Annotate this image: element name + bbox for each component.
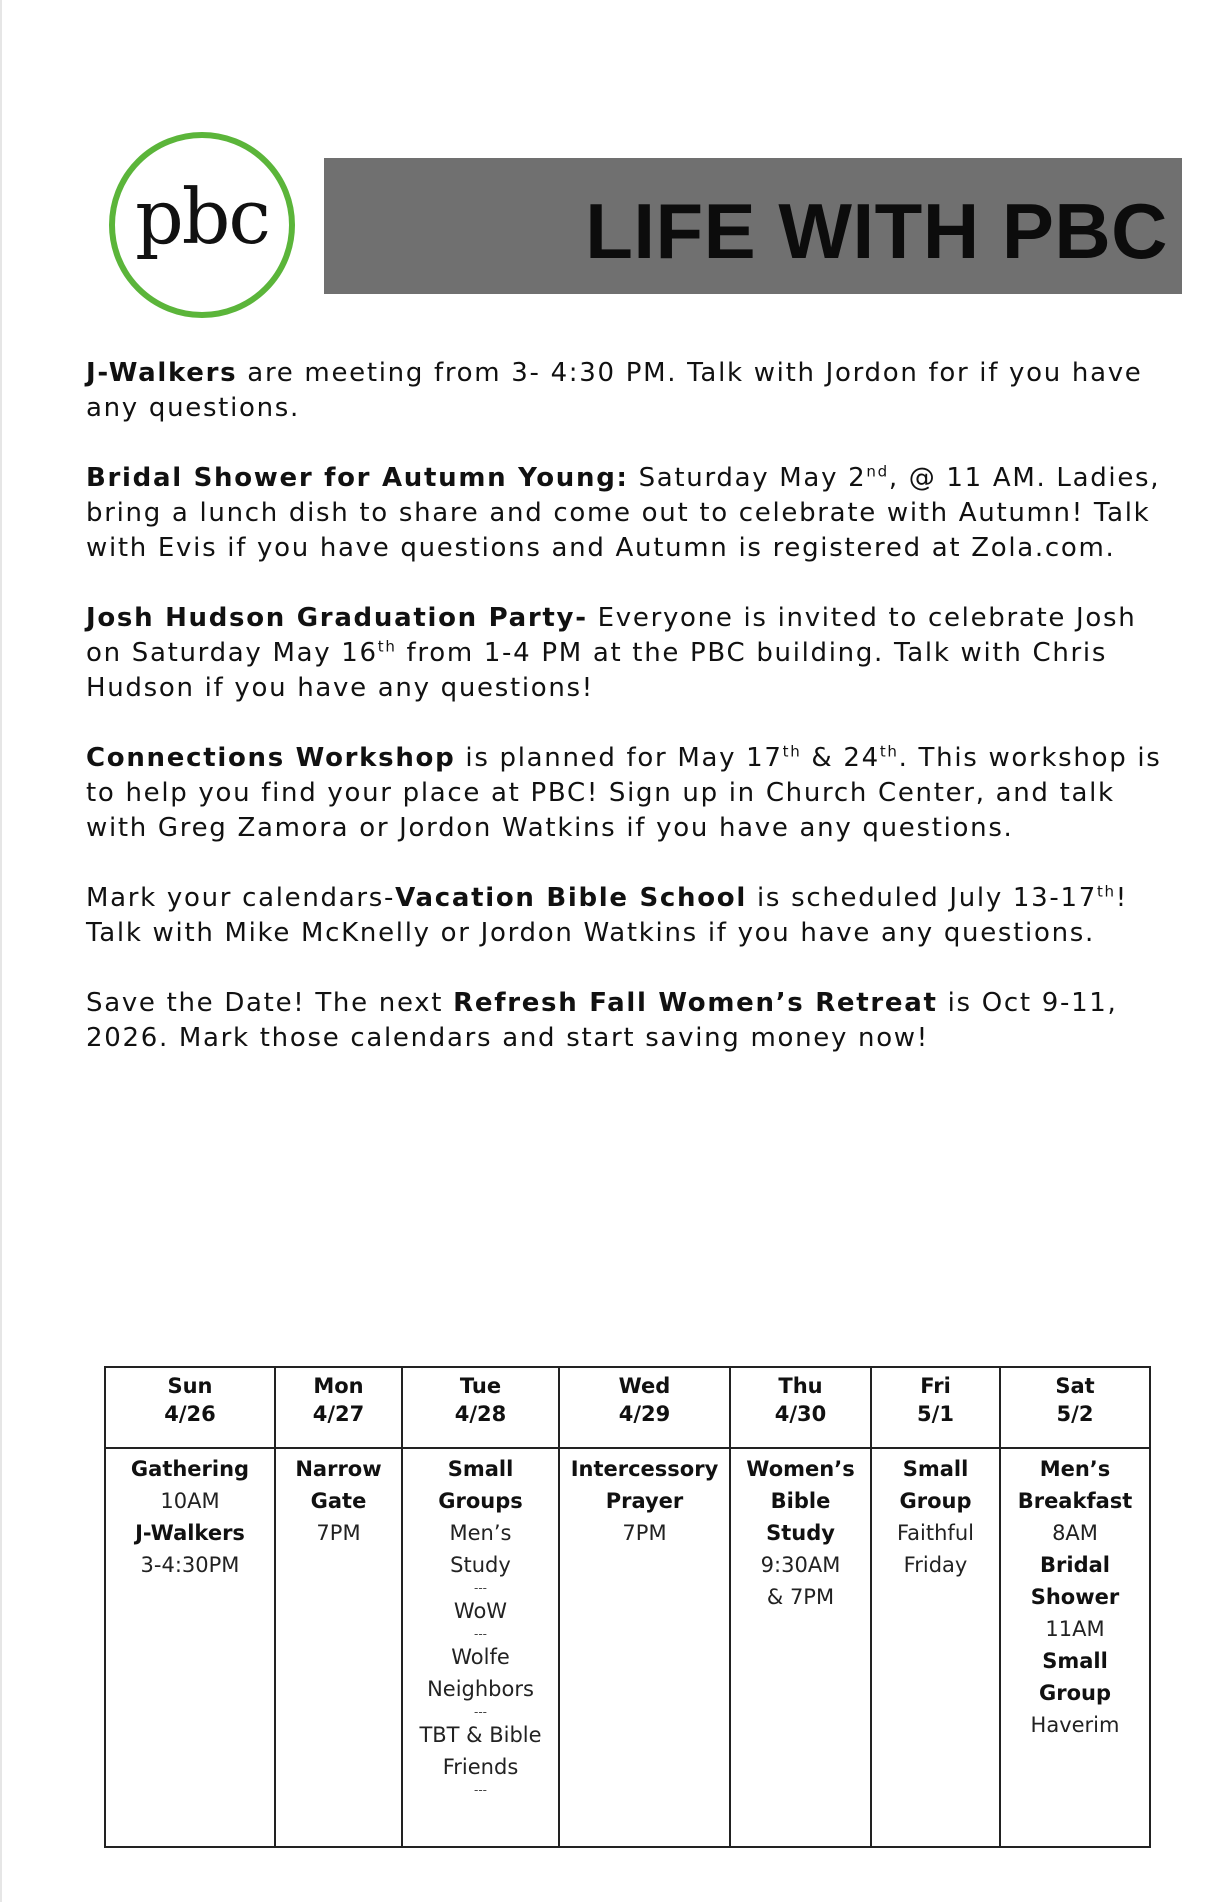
event-name: Gathering (130, 1457, 250, 1481)
notice-body: is Oct 9-11, 2026. Mark those calendars and start saving money now! (86, 988, 1118, 1053)
title-banner (324, 158, 1182, 294)
notice-heading: J-Walkers (86, 358, 238, 388)
event-name: Breakfast (1017, 1489, 1133, 1513)
group-name: Friends (442, 1755, 519, 1779)
group-name: WoW (453, 1599, 508, 1623)
logo-text: pbc (135, 172, 269, 261)
notice-body: is scheduled July 13-17 (746, 883, 1097, 913)
separator: --- (474, 1705, 487, 1719)
notice-body: Mark your calendars- (86, 883, 396, 913)
day-header-mon: Mon 4/27 (275, 1367, 402, 1448)
day-header-sun: Sun 4/26 (105, 1367, 275, 1448)
event-time: 7PM (622, 1521, 667, 1545)
day-header-sat: Sat 5/2 (1000, 1367, 1150, 1448)
event-name: Prayer (605, 1489, 684, 1513)
event-name: Narrow (295, 1457, 382, 1481)
notice-graduation-party (86, 601, 1176, 706)
group-name: Study (450, 1553, 511, 1577)
notice-vbs (86, 881, 1176, 951)
notice-body: Saturday May 2 (628, 463, 867, 493)
ordinal-suffix: th (1096, 882, 1116, 901)
group-name: Neighbors (427, 1677, 534, 1701)
ordinal-suffix: th (377, 637, 397, 656)
page-edge-rule (0, 0, 2, 1902)
event-time: & 7PM (766, 1585, 835, 1609)
event-time: 8AM (1052, 1521, 1098, 1545)
ordinal-suffix: th (879, 742, 899, 761)
ordinal-suffix: th (782, 742, 802, 761)
notice-womens-retreat (86, 986, 1176, 1056)
notice-body: Save the Date! The next (86, 988, 454, 1018)
announcements (86, 356, 1176, 1091)
day-header-tue: Tue 4/28 (402, 1367, 559, 1448)
event-name: Small (447, 1457, 514, 1481)
day-header-wed: Wed 4/29 (559, 1367, 730, 1448)
calendar-header-row (105, 1367, 1150, 1448)
event-time: 9:30AM (760, 1553, 841, 1577)
separator: --- (474, 1783, 487, 1797)
notice-body: from 1-4 PM at the PBC building. Talk with Chris Hudson if you have any questions! (86, 638, 1108, 703)
event-name: Study (766, 1521, 835, 1545)
notice-heading: Bridal Shower for Autumn Young: (86, 463, 629, 493)
ordinal-suffix: nd (866, 462, 889, 481)
events-fri (871, 1448, 1000, 1847)
event-name: Intercessory (570, 1457, 719, 1481)
notice-body: ! Talk with Mike McKnelly or Jordon Watkins if you have any questions. (86, 883, 1128, 948)
events-mon (275, 1448, 402, 1847)
notice-bridal-shower (86, 461, 1176, 566)
event-name: Shower (1030, 1585, 1120, 1609)
notice-body: . This workshop is to help you find your place at PBC! Sign up in Church Center, and talk with Greg Zamora or Jordon Watkins if you have any questions. (86, 743, 1162, 843)
event-name: Small (902, 1457, 969, 1481)
event-name: Group (1038, 1681, 1111, 1705)
event-name: Bible (770, 1489, 831, 1513)
events-sun (105, 1448, 275, 1847)
event-name: Bridal (1040, 1553, 1110, 1577)
day-header-fri: Fri 5/1 (871, 1367, 1000, 1448)
weekly-calendar (104, 1366, 1151, 1848)
pbc-logo (109, 132, 295, 318)
notice-heading: Josh Hudson Graduation Party- (86, 603, 588, 633)
event-name: Men’s (1039, 1457, 1111, 1481)
group-name: Faithful (897, 1521, 974, 1545)
calendar-events-row (105, 1448, 1150, 1847)
event-time: 11AM (1045, 1617, 1105, 1641)
day-header-thu: Thu 4/30 (730, 1367, 871, 1448)
events-wed (559, 1448, 730, 1847)
group-name: Haverim (1030, 1713, 1120, 1737)
notice-heading: Connections Workshop (86, 743, 456, 773)
notice-body: Everyone is invited to celebrate Josh on Saturday May 16 (86, 603, 1137, 668)
event-name: Groups (438, 1489, 523, 1513)
separator: --- (474, 1627, 487, 1641)
events-tue (402, 1448, 559, 1847)
notice-body: , @ 11 AM. Ladies, bring a lunch dish to share and come out to celebrate with Autumn! Talk with Evis if you have questions and Autumn is registered at Zola.com. (86, 463, 1161, 563)
event-name: Small (1042, 1649, 1108, 1673)
notice-heading: Vacation Bible School (395, 883, 747, 913)
event-name: J-Walkers (135, 1521, 245, 1545)
notice-jwalkers (86, 356, 1176, 426)
page-title: LIFE WITH PBC (585, 187, 1168, 275)
group-name: Men’s (449, 1521, 512, 1545)
notice-connections-workshop (86, 741, 1176, 846)
event-time: 10AM (160, 1489, 220, 1513)
notice-heading: Refresh Fall Women’s Retreat (453, 988, 938, 1018)
event-name: Group (899, 1489, 972, 1513)
separator: --- (474, 1581, 487, 1595)
event-time: 3-4:30PM (140, 1553, 240, 1577)
group-name: TBT & Bible (419, 1723, 542, 1747)
group-name: Friday (903, 1553, 968, 1577)
event-time: 7PM (316, 1521, 361, 1545)
events-thu (730, 1448, 871, 1847)
events-sat (1000, 1448, 1150, 1847)
notice-body: are meeting from 3- 4:30 PM. Talk with Jordon for if you have any questions. (86, 358, 1143, 423)
notice-body: is planned for May 17 (455, 743, 783, 773)
group-name: Wolfe (451, 1645, 510, 1669)
event-name: Women’s (746, 1457, 855, 1481)
notice-body: & 24 (801, 743, 880, 773)
event-name: Gate (310, 1489, 367, 1513)
